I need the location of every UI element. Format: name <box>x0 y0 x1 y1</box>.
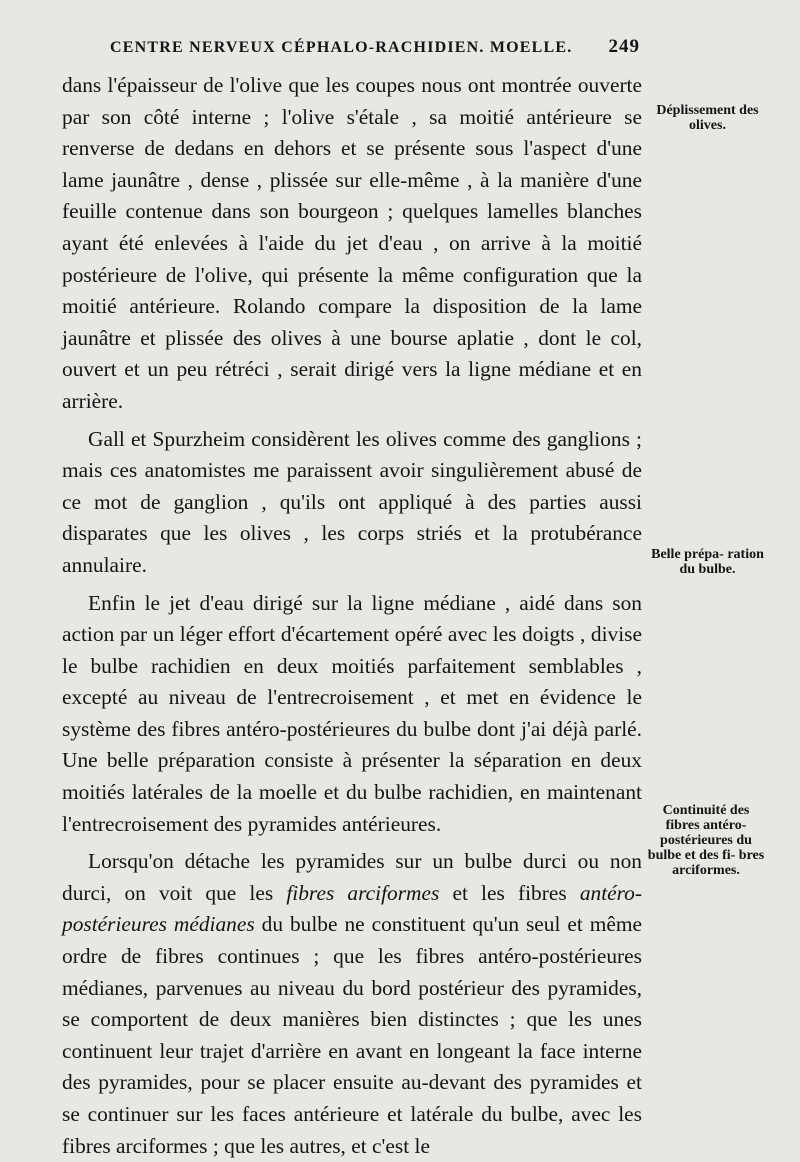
margin-note-continuite: Continuité des fibres antéro- postérieures du bulbe et des fi- bres arciformes. <box>647 803 765 878</box>
running-header <box>110 36 640 58</box>
p4-text-c: du bulbe ne constituent qu'un seul et même ordre de fibres continues ; que les fibres antéro-postérieures médianes, parvenues au niveau du bord postérieur des pyramides, se comportent de deux manières bien distinctes ; que les unes continuent leur trajet d'arrière en avant en longeant la face interne des pyramides, pour se placer ensuite au-devant des pyramides et se continuer sur les faces antérieure et latérale du bulbe, avec les fibres arciformes ; que les autres, et c'est le <box>62 912 642 1158</box>
body-text <box>62 70 642 1162</box>
paragraph-3: Enfin le jet d'eau dirigé sur la ligne médiane , aidé dans son action par un léger effort d'écartement opéré avec les doigts , divise le bulbe rachidien en deux moitiés parfaitement semblables , excepté au niveau de l'entrecroisement , et met en évidence le système des fibres antéro-postérieures du bulbe dont j'ai déjà parlé. Une belle préparation consiste à présenter la séparation en deux moitiés latérales de la moelle et du bulbe rachidien, en maintenant l'entrecroisement des pyramides antérieures. <box>62 590 642 836</box>
paragraph-1: dans l'épaisseur de l'olive que les coupes nous ont montrée ouverte par son côté interne ; l'olive s'étale , sa moitié antérieure se renverse de dedans en dehors et se présente sous l'aspect d'une lame jaunâtre , dense , plissée sur elle-même , à la manière d'une feuille contenue dans son bourgeon ; quelques lamelles blanches ayant été enlevées à l'aide du jet d'eau , on arrive à la moitié postérieure de l'olive, qui présente la même configuration que la moitié antérieure. Rolando compare la disposition de la lame jaunâtre et plissée des olives à une bourse aplatie , dont le col, ouvert et un peu rétréci , serait dirigé vers la ligne médiane et en arrière. <box>62 73 642 413</box>
p4-italic-arciformes: fibres arciformes <box>286 880 440 905</box>
page-number: 249 <box>608 36 640 57</box>
paragraph-4 <box>62 846 642 1162</box>
paragraph-2: Gall et Spurzheim considèrent les olives comme des ganglions ; mais ces anatomistes me paraissent avoir singulièrement abusé de ce mot de ganglion , qu'ils ont appliqué à des parties aussi disparates que les olives , les corps striés et la protubérance annulaire. <box>62 426 642 577</box>
running-title: CENTRE NERVEUX CÉPHALO-RACHIDIEN. MOELLE. <box>110 39 573 56</box>
margin-note-preparation: Belle prépa- ration du bulbe. <box>651 547 764 577</box>
p4-text-b: et les fibres <box>439 880 580 905</box>
margin-note-deplissement: Déplissement des olives. <box>656 103 759 133</box>
p4-text-a: Lorsqu'on détache les pyramides sur un bulbe durci ou non durci, on voit que les <box>62 849 642 905</box>
p4-italic-antero-posterieures: antéro-postérieures médianes <box>62 880 642 937</box>
